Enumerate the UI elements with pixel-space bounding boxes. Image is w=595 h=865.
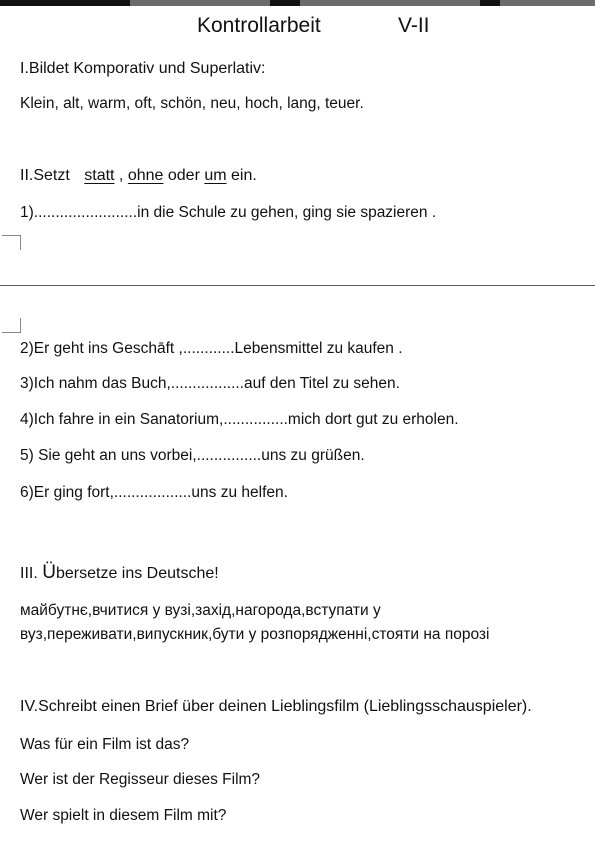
section2-heading-prefix: II.Setzt [20, 167, 75, 184]
section3-heading-prefix: III. [20, 565, 43, 582]
question-1: Was für ein Film ist das? [20, 736, 190, 753]
ukrainian-line-1: майбутнє,вчитися у вузі,захід,нагорода,вступати у [20, 602, 381, 619]
ukrainian-line-2: вуз,переживати,випускник,бути у розпорядженні,стояти на порозі [20, 626, 490, 643]
section1-words: Klein, alt, warm, oft, schön, neu, hoch, lang, teuer. [20, 95, 364, 112]
word-ohne: ohne [127, 167, 164, 184]
document-title: Kontrollarbeit [197, 14, 321, 37]
section4-heading: IV.Schreibt einen Brief über deinen Lieblingsfilm (Lieblingsschauspieler). [20, 698, 532, 715]
exercise-item-2: 2)Er geht ins Geschāft ,............Lebensmittel zu kaufen . [20, 340, 403, 357]
top-edge-segment [300, 0, 480, 6]
variant-label: V-II [398, 14, 430, 37]
page-break-line [0, 285, 595, 286]
question-2: Wer ist der Regisseur dieses Film? [20, 771, 261, 788]
section3-heading [20, 562, 219, 584]
word-um: um [204, 167, 227, 184]
section2-heading [20, 167, 257, 185]
question-3: Wer spielt in diesem Film mit? [20, 807, 227, 824]
word-statt: statt [84, 167, 115, 184]
exercise-item-1: 1)........................in die Schule zu gehen, ging sie spazieren . [20, 204, 437, 221]
top-edge-segment [500, 0, 595, 6]
exercise-item-5: 5) Sie geht an uns vorbei,...............uns zu grüßen. [20, 447, 365, 464]
exercise-item-6: 6)Er ging fort,..................uns zu helfen. [20, 484, 288, 501]
section2-heading-suffix: ein. [226, 167, 257, 184]
page-corner-mark [2, 318, 21, 333]
section3-heading-initial: Ü [42, 562, 56, 583]
page-corner-mark [2, 235, 21, 250]
section3-heading-rest: bersetze ins Deutsche! [55, 565, 219, 582]
section1-heading: I.Bildet Komporativ und Superlativ: [20, 60, 266, 77]
exercise-item-3: 3)Ich nahm das Buch,.................auf den Titel zu sehen. [20, 375, 400, 392]
exercise-item-4: 4)Ich fahre in ein Sanatorium,...............mich dort gut zu erholen. [20, 411, 459, 428]
separator: , [114, 167, 128, 184]
top-photo-edge [0, 0, 595, 6]
top-edge-segment [130, 0, 270, 6]
separator: oder [163, 167, 205, 184]
